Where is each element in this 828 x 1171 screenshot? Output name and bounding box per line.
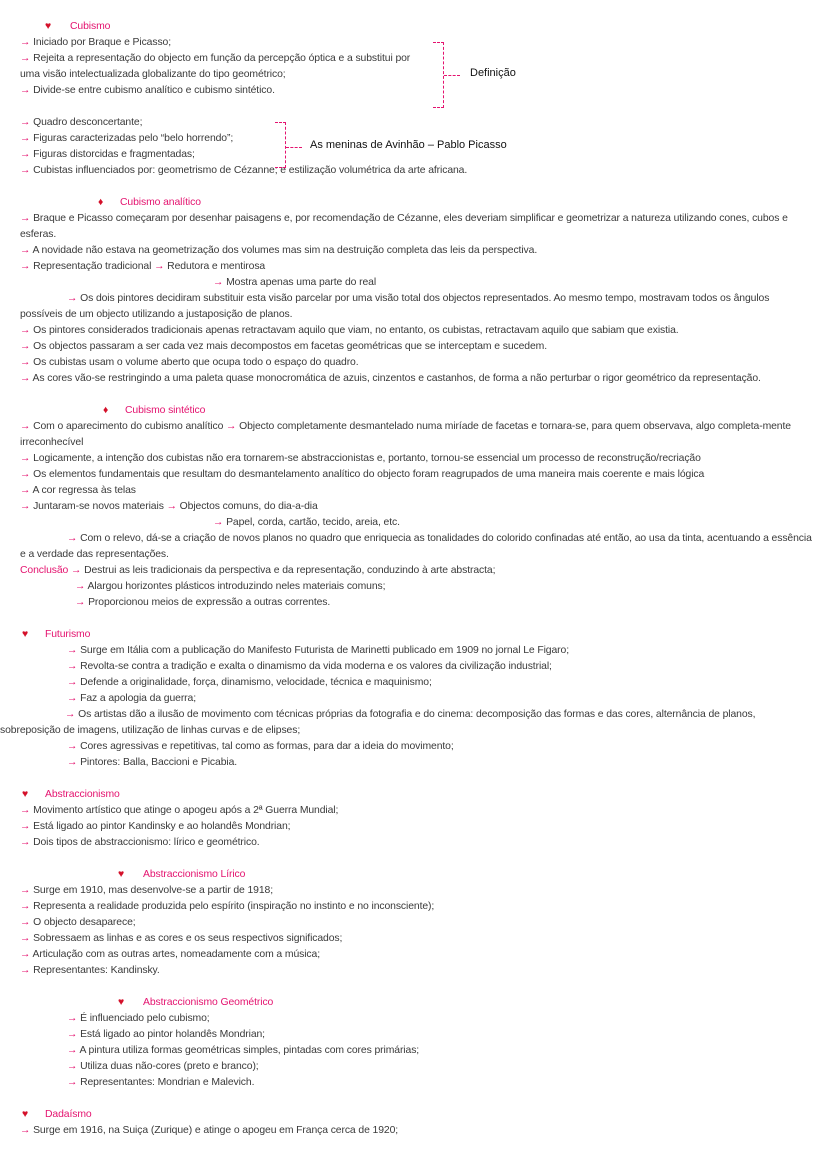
list-item: → Os pintores considerados tradicionais apenas retractavam aquilo que viam, no entanto, os cubistas, retractavam aquilo que sabiam que existia. <box>20 325 679 336</box>
section-title: Cubismo <box>70 21 111 32</box>
arrow-icon: → <box>75 597 86 608</box>
arrow-icon: → <box>20 149 31 160</box>
list-item: → Braque e Picasso começaram por desenhar paisagens e, por recomendação de Cézanne, eles deveriam simplificar e geometrizar a natureza utilizando cones, cubos e esferas. <box>20 213 788 240</box>
section-heading: ♥ Abstraccionismo Geométrico <box>118 997 274 1008</box>
arrow-icon: → <box>67 741 78 752</box>
list-item: uma visão intelectualizada globalizante do tipo geométrico; <box>20 69 286 80</box>
section-heading: ♥ Cubismo <box>45 21 111 32</box>
list-item: → Os cubistas usam o volume aberto que ocupa todo o espaço do quadro. <box>20 357 359 368</box>
list-item: → A cor regressa às telas <box>20 485 136 496</box>
list-item: → Utiliza duas não-cores (preto e branco); <box>67 1061 259 1072</box>
arrow-icon: → <box>20 901 31 912</box>
list-item: → A novidade não estava na geometrização dos volumes mas sim na destruição completa das leis da perspectiva. <box>20 245 538 256</box>
list-item: → Representantes: Kandinsky. <box>20 965 160 976</box>
list-item: → Os artistas dão a ilusão de movimento com técnicas próprias da fotografia e do cinema: decomposição das formas e das cores, alternância de planos, sobreposição de imagens, utilização de linhas curvas e de elipses; <box>0 709 756 736</box>
arrow-icon: → <box>67 1077 78 1088</box>
bracket-pointer <box>444 75 460 76</box>
list-item: → Com o aparecimento do cubismo analítico → Objecto completamente desmantelado numa miríade de facetas e tornara-se, para quem observava, algo completa-mente irreconhecível <box>20 421 791 448</box>
arrow-icon: → <box>67 693 78 704</box>
document-body <box>0 19 812 1139</box>
arrow-icon: → <box>20 485 31 496</box>
section-title: Futurismo <box>45 629 91 640</box>
section-heading: ♥ Dadaísmo <box>22 1109 92 1120</box>
arrow-icon: → <box>20 37 31 48</box>
arrow-icon: → <box>20 821 31 832</box>
section-heading: ♦ Cubismo sintético <box>103 405 206 416</box>
arrow-icon: → <box>71 565 82 576</box>
list-item: → Movimento artístico que atinge o apogeu após a 2ª Guerra Mundial; <box>20 805 339 816</box>
list-item: → Representa a realidade produzida pelo espírito (inspiração no instinto e no inconsciente); <box>20 901 435 912</box>
arrow-icon: → <box>67 1061 78 1072</box>
arrow-icon: → <box>166 501 177 512</box>
spacer <box>20 387 812 403</box>
arrow-icon: → <box>20 949 31 960</box>
painting-label: As meninas de Avinhão – Pablo Picasso <box>310 139 507 151</box>
list-item: → Os objectos passaram a ser cada vez mais decompostos em facetas geométricas que se interceptam e sucedem. <box>20 341 547 352</box>
list-item: → Revolta-se contra a tradição e exalta o dinamismo da vida moderna e os valores da civilização industrial; <box>67 661 552 672</box>
list-item: → Os dois pintores decidiram substituir esta visão parcelar por uma visão total dos objectos representados. Ao mesmo tempo, mostravam todos os ângulos possíveis de um objecto utilizando a justaposição de planos. <box>20 293 770 320</box>
section-heading: ♥ Abstraccionismo <box>22 789 120 800</box>
list-item: → Quadro desconcertante; <box>20 117 143 128</box>
list-item: → Faz a apologia da guerra; <box>67 693 197 704</box>
list-item: → Logicamente, a intenção dos cubistas não era tornarem-se abstraccionistas e, portanto, tornou-se essencial um processo de reconstrução/recriação <box>20 453 701 464</box>
arrow-icon: → <box>20 885 31 896</box>
arrow-icon: → <box>20 261 31 272</box>
spacer <box>20 979 812 995</box>
arrow-icon: → <box>20 917 31 928</box>
arrow-icon: → <box>67 1013 78 1024</box>
list-item: → Representação tradicional → Redutora e mentirosa <box>20 261 266 272</box>
list-item: → Iniciado por Braque e Picasso; <box>20 37 172 48</box>
section-title: Dadaísmo <box>45 1109 92 1120</box>
painting-bracket <box>275 122 286 168</box>
arrow-icon: → <box>20 373 31 384</box>
list-item: → É influenciado pelo cubismo; <box>67 1013 210 1024</box>
list-item: → Com o relevo, dá-se a criação de novos planos no quadro que enriquecia as tonalidades do colorido confinadas até então, ao usa da tinta, acentuando a essência e a verdade das representações. <box>20 533 812 560</box>
arrow-icon: → <box>20 933 31 944</box>
list-item: → Cores agressivas e repetitivas, tal como as formas, para dar a ideia do movimento; <box>67 741 454 752</box>
list-item: → Dois tipos de abstraccionismo: lírico e geométrico. <box>20 837 260 848</box>
list-item: → Sobressaem as linhas e as cores e os seus respectivos significados; <box>20 933 343 944</box>
section-title: Abstraccionismo Lírico <box>143 869 246 880</box>
arrow-icon: → <box>67 677 78 688</box>
list-item: → Divide-se entre cubismo analítico e cubismo sintético. <box>20 85 275 96</box>
arrow-icon: → <box>20 213 31 224</box>
list-item: → Representantes: Mondrian e Malevich. <box>67 1077 255 1088</box>
conclusion-label: Conclusão <box>20 565 69 576</box>
section-title: Abstraccionismo Geométrico <box>143 997 274 1008</box>
arrow-icon: → <box>226 421 237 432</box>
arrow-icon: → <box>20 245 31 256</box>
section-heading: ♥ Abstraccionismo Lírico <box>118 869 246 880</box>
list-item: Conclusão → Destrui as leis tradicionais da perspectiva e da representação, conduzindo à arte abstracta; <box>20 565 496 576</box>
list-item: → Está ligado ao pintor Kandinsky e ao holandês Mondrian; <box>20 821 291 832</box>
list-item: → Surge em 1916, na Suiça (Zurique) e atinge o apogeu em França cerca de 1920; <box>20 1125 399 1136</box>
arrow-icon: → <box>20 453 31 464</box>
arrow-icon: → <box>20 85 31 96</box>
definition-bracket <box>433 42 444 108</box>
list-item: → Figuras distorcidas e fragmentadas; <box>20 149 195 160</box>
spacer <box>20 851 812 867</box>
definition-label: Definição <box>470 67 516 79</box>
section-heading: ♥ Futurismo <box>22 629 91 640</box>
arrow-icon: → <box>20 341 31 352</box>
arrow-icon: → <box>75 581 86 592</box>
section-heading: ♦ Cubismo analítico <box>98 197 201 208</box>
arrow-icon: → <box>20 357 31 368</box>
list-item: → O objecto desaparece; <box>20 917 136 928</box>
section-title: Abstraccionismo <box>45 789 120 800</box>
arrow-icon: → <box>67 661 78 672</box>
arrow-icon: → <box>67 293 78 304</box>
spacer <box>20 1091 812 1107</box>
arrow-icon: → <box>67 757 78 768</box>
spacer <box>20 99 812 115</box>
arrow-icon: → <box>20 53 31 64</box>
section-title: Cubismo sintético <box>125 405 206 416</box>
list-item: → Cubistas influenciados por: geometrismo de Cézanne; e estilização volumétrica da arte africana. <box>20 165 468 176</box>
arrow-icon: → <box>20 805 31 816</box>
list-item: → Alargou horizontes plásticos introduzindo neles materiais comuns; <box>75 581 386 592</box>
list-item: → Proporcionou meios de expressão a outras correntes. <box>75 597 331 608</box>
arrow-icon: → <box>20 421 31 432</box>
arrow-icon: → <box>213 277 224 288</box>
list-item: → Rejeita a representação do objecto em função da percepção óptica e a substitui por <box>20 53 411 64</box>
list-item: → Juntaram-se novos materiais → Objectos comuns, do dia-a-dia <box>20 501 318 512</box>
arrow-icon: → <box>20 837 31 848</box>
arrow-icon: → <box>65 709 76 720</box>
list-item: → Defende a originalidade, força, dinamismo, velocidade, técnica e maquinismo; <box>67 677 432 688</box>
arrow-icon: → <box>20 1125 31 1136</box>
spacer <box>20 771 812 787</box>
list-item: → Articulação com as outras artes, nomeadamente com a música; <box>20 949 320 960</box>
list-item: → Pintores: Balla, Baccioni e Picabia. <box>67 757 238 768</box>
spacer <box>20 179 812 195</box>
arrow-icon: → <box>20 165 31 176</box>
arrow-icon: → <box>20 469 31 480</box>
arrow-icon: → <box>67 1045 78 1056</box>
list-item: → Mostra apenas uma parte do real <box>213 277 377 288</box>
arrow-icon: → <box>67 645 78 656</box>
list-item: → Os elementos fundamentais que resultam do desmantelamento analítico do objecto foram reagrupados de uma maneira mais coerente e mais lógica <box>20 469 705 480</box>
arrow-icon: → <box>67 1029 78 1040</box>
arrow-icon: → <box>213 517 224 528</box>
spacer <box>20 611 812 627</box>
list-item: → Papel, corda, cartão, tecido, areia, etc. <box>213 517 400 528</box>
bracket-pointer <box>286 147 302 148</box>
list-item: → Surge em Itália com a publicação do Manifesto Futurista de Marinetti publicado em 1909 no jornal Le Figaro; <box>67 645 569 656</box>
list-item: → Surge em 1910, mas desenvolve-se a partir de 1918; <box>20 885 273 896</box>
list-item: → Está ligado ao pintor holandês Mondrian; <box>67 1029 265 1040</box>
arrow-icon: → <box>67 533 78 544</box>
list-item: → A pintura utiliza formas geométricas simples, pintadas com cores primárias; <box>67 1045 420 1056</box>
arrow-icon: → <box>20 965 31 976</box>
arrow-icon: → <box>20 501 31 512</box>
arrow-icon: → <box>154 261 165 272</box>
arrow-icon: → <box>20 117 31 128</box>
arrow-icon: → <box>20 133 31 144</box>
arrow-icon: → <box>20 325 31 336</box>
list-item: → As cores vão-se restringindo a uma paleta quase monocromática de azuis, cinzentos e castanhos, de forma a não perturbar o rigor geométrico da representação. <box>20 373 761 384</box>
section-title: Cubismo analítico <box>120 197 201 208</box>
list-item: → Figuras caracterizadas pelo “belo horrendo”; <box>20 133 234 144</box>
